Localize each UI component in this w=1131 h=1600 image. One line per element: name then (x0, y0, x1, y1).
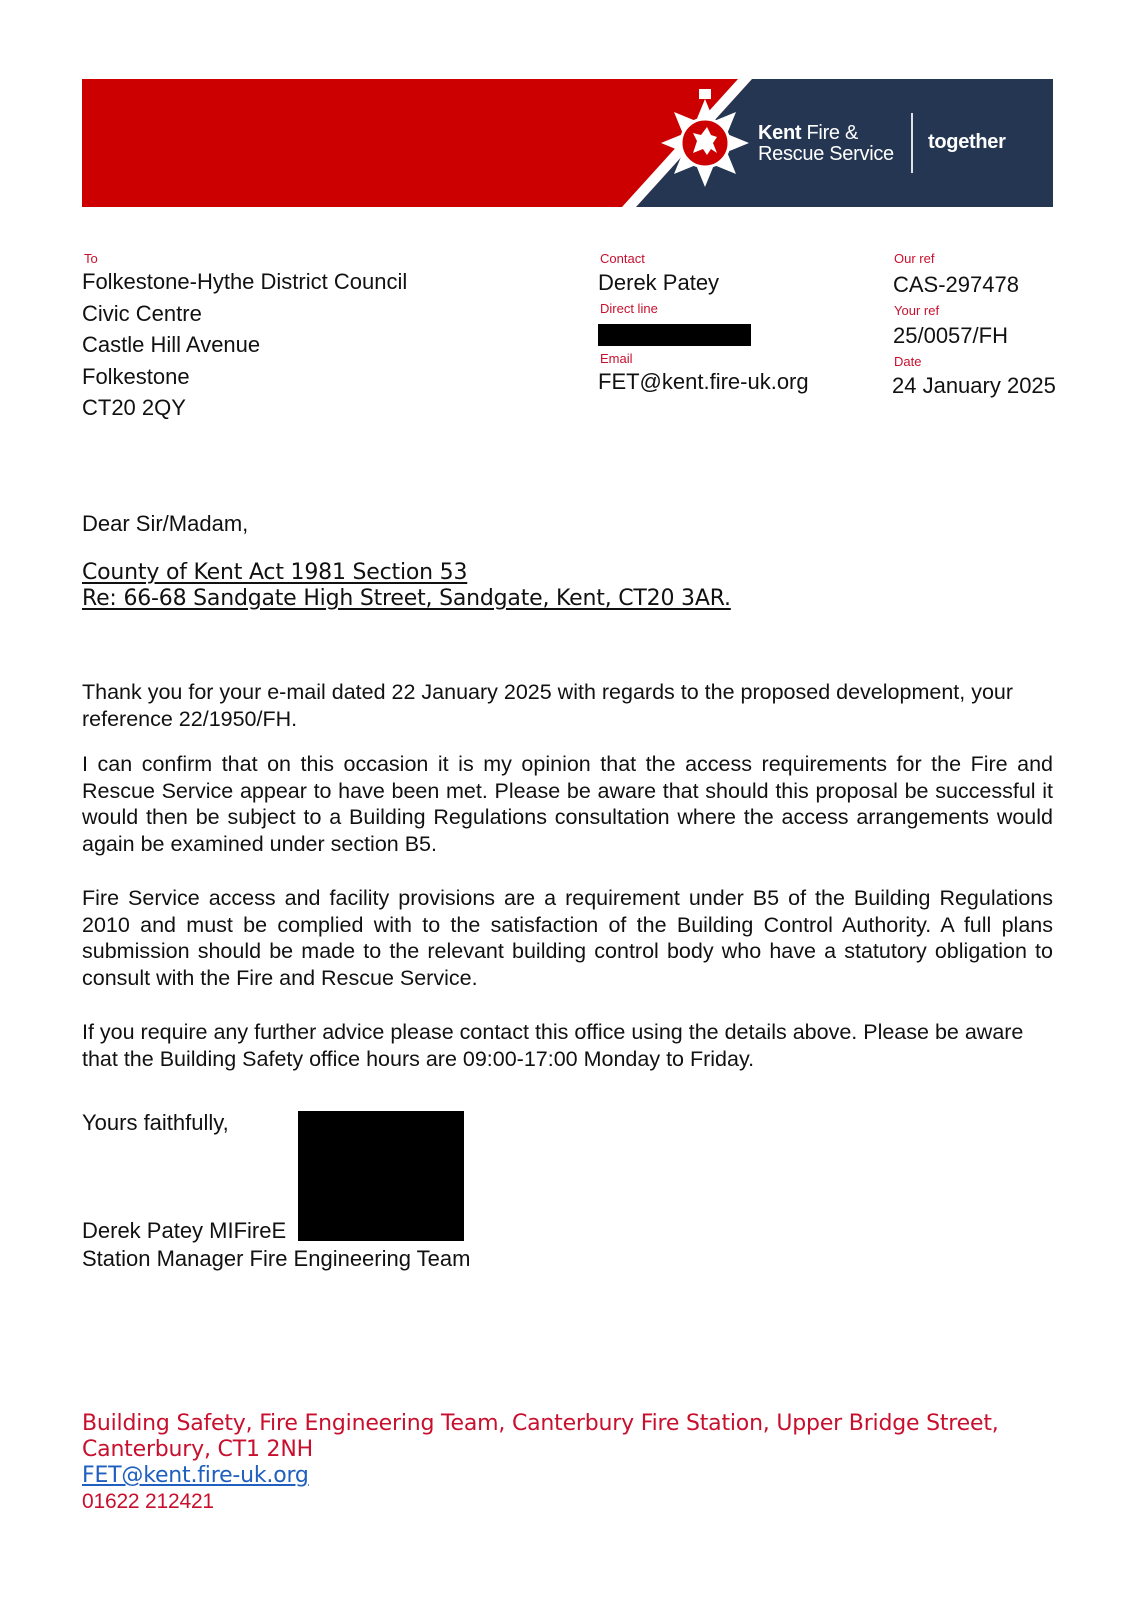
address-line: Folkestone (82, 363, 190, 389)
address-line: Folkestone-Hythe District Council (82, 269, 408, 294)
paragraph: Fire Service access and facility provisions are a requirement under B5 of the Building Regulations 2010 and must be complied with to the satisfaction of the Building Control Authority. A full plans submission should be made to the relevant building control body who have a statutory obligation to consult with the Fire and Rescue Service. (82, 886, 1053, 990)
brand-divider (911, 113, 913, 173)
your-ref-label: Your ref (894, 303, 940, 318)
address-line: CT20 2QY (82, 395, 186, 420)
paragraph: If you require any further advice please contact this office using the details above. Please be aware that the Building Safety office hours are 09:00-17:00 Monday to Friday. (82, 1020, 1024, 1071)
redacted-phone (598, 324, 751, 346)
subject-line: County of Kent Act 1981 Section 53 (82, 560, 468, 585)
contact-name: Derek Patey (598, 270, 720, 295)
footer-phone: 01622 212421 (82, 1490, 214, 1513)
signatory (82, 1217, 470, 1273)
salutation: Dear Sir/Madam, (82, 511, 249, 536)
paragraph: Thank you for your e-mail dated 22 January 2025 with regards to the proposed development, your reference 22/1950/FH. (82, 680, 1014, 731)
footer-email-link[interactable]: FET@kent.fire-uk.org (82, 1463, 309, 1488)
address-line: Castle Hill Avenue (82, 332, 261, 357)
signatory-title: Station Manager Fire Engineering Team (82, 1246, 471, 1271)
footer-address-line: Canterbury, CT1 2NH (82, 1437, 313, 1462)
to-label: To (84, 251, 98, 266)
subject (82, 560, 731, 612)
your-ref: 25/0057/FH (893, 323, 1008, 348)
our-ref-label: Our ref (894, 251, 935, 266)
paragraph: I can confirm that on this occasion it is my opinion that the access requirements for the Fire and Rescue Service appear to have been met. Please be aware that should this proposal be successful it would then be subject to a Building Regulations consultation where the access arrangements would again be examined under section B5. (82, 752, 1053, 856)
subject-line: Re: 66-68 Sandgate High Street, Sandgate, Kent, CT20 3AR. (82, 586, 731, 611)
contact-email[interactable]: FET@kent.fire-uk.org (598, 369, 809, 394)
recipient-address (82, 266, 407, 424)
letter-date: 24 January 2025 (892, 373, 1056, 398)
header-banner (82, 79, 1053, 207)
brand-name-line2: Rescue Service (758, 143, 894, 165)
signoff: Yours faithfully, (82, 1110, 229, 1135)
address-line: Civic Centre (82, 300, 202, 326)
brand-name: Kent Fire & (758, 122, 859, 144)
date-label: Date (894, 354, 922, 369)
brand-tagline: together (928, 131, 1006, 153)
footer (82, 1411, 999, 1515)
footer-address-line: Building Safety, Fire Engineering Team, Canterbury Fire Station, Upper Bridge Street, (82, 1411, 999, 1436)
signatory-name: Derek Patey MIFireE (82, 1218, 287, 1243)
email-label: Email (600, 351, 633, 366)
our-ref: CAS-297478 (893, 272, 1019, 297)
contact-label: Contact (600, 251, 645, 266)
direct-line-label: Direct line (600, 301, 658, 316)
